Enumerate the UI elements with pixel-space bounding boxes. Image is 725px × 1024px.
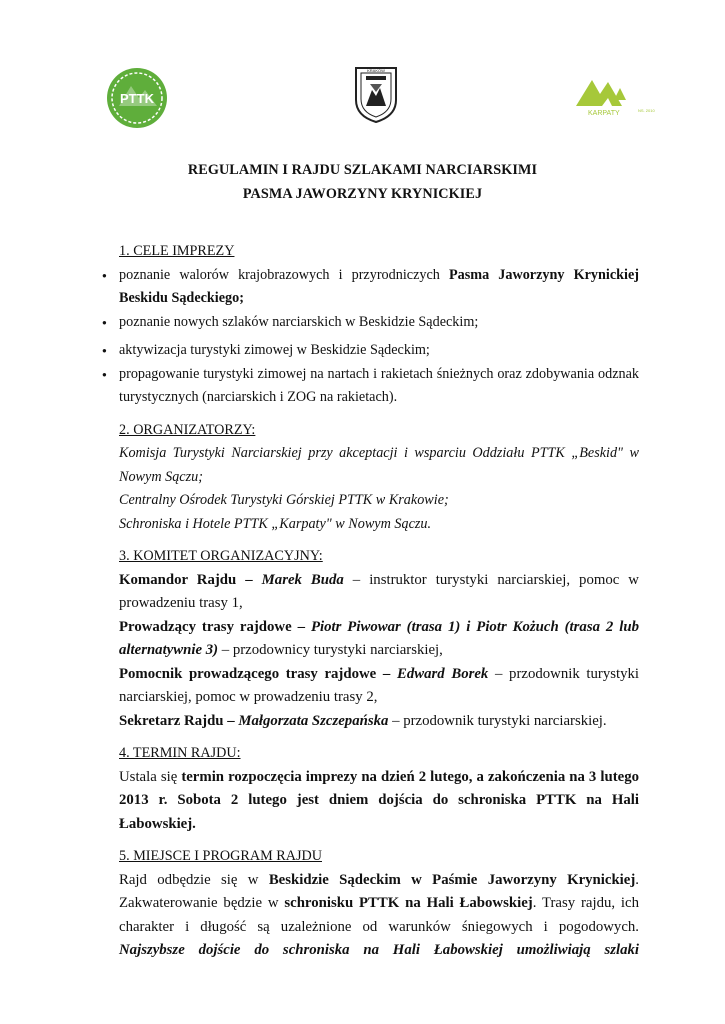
committee-member: Sekretarz Rajdu – Małgorzata Szczepańska – przodownik turystyki narciarskiej. — [119, 712, 607, 729]
goals-list — [119, 264, 639, 410]
svg-text:PTTK: PTTK — [120, 91, 154, 106]
list-item: ● poznanie walorów krajobrazowych i przyrodniczych Pasma Jaworzyny Krynickiej Beskidu Sądeckiego; — [119, 264, 639, 311]
event-dates: Ustala się termin rozpoczęcia imprezy na dzień 2 lutego, a zakończenia na 3 lutego 2013 r. Sobota 2 lutego jest dniem dojścia do schroniska PTTK na Hali Łabowskiej. — [119, 768, 639, 832]
committee-member: Pomocnik prowadzącego trasy rajdowe – Edward Borek – przodownik turystyki narciarskiej, pomoc w prowadzeniu trasy 2, — [119, 665, 639, 705]
krakow-emblem — [352, 62, 400, 124]
logo-bar — [0, 60, 725, 130]
svg-text:KRAKÓW: KRAKÓW — [367, 68, 385, 73]
committee-member: Prowadzący trasy rajdowe – Piotr Piwowar (trasa 1) i Piotr Kożuch (trasa 2 lub alternatywnie 3) – przodownicy turystyki narciarskiej, — [119, 618, 639, 658]
organizer-2: Centralny Ośrodek Turystyki Górskiej PTTK w Krakowie; — [119, 492, 449, 508]
karpaty-logo — [574, 72, 664, 120]
document-title-line-1: REGULAMIN I RAJDU SZLAKAMI NARCIARSKIMI — [187, 162, 538, 178]
section-5-heading: 5. MIEJSCE I PROGRAM RAJDU — [119, 848, 322, 864]
section-4-heading: 4. TERMIN RAJDU: — [119, 745, 241, 761]
section-3-heading: 3. KOMITET ORGANIZACYJNY: — [119, 548, 323, 564]
svg-text:NS. 2010: NS. 2010 — [638, 108, 655, 113]
section-2-heading: 2. ORGANIZATORZY: — [119, 421, 256, 438]
svg-text:KARPATY: KARPATY — [588, 110, 620, 117]
list-item: ● aktywizacja turystyki zimowej w Beskidzie Sądeckim; — [119, 339, 639, 363]
document-body — [119, 240, 639, 963]
pttk-logo — [105, 66, 169, 130]
organizer-3: Schroniska i Hotele PTTK „Karpaty" w Nowym Sączu. — [119, 515, 432, 532]
committee-member: Komandor Rajdu – Marek Buda – instruktor turystyki narciarskiej, pomoc w prowadzeniu trasy 1, — [119, 571, 639, 611]
section-1-heading: 1. CELE IMPREZY — [119, 243, 235, 259]
list-item: ● propagowanie turystyki zimowej na nartach i rakietach śnieżnych oraz zdobywania odznak turystycznych (narciarskich i ZOG na rakietach). — [119, 363, 639, 410]
list-item: ● poznanie nowych szlaków narciarskich w Beskidzie Sądeckim; — [119, 311, 639, 335]
document-title-line-2: PASMA JAWORZYNY KRYNICKIEJ — [242, 186, 483, 202]
location-program: Rajd odbędzie się w Beskidzie Sądeckim w Paśmie Jaworzyny Krynickiej. Zakwaterowanie będzie w schronisku PTTK na Hali Łabowskiej. Trasy rajdu, ich charakter i długość są uzależnione od warunków śniegowych i pogodowych. Najszybsze dojście do schroniska na Hali Łabowskiej umożliwiają szlaki — [119, 871, 639, 958]
organizer-1: Komisja Turystyki Narciarskiej przy akceptacji i wsparciu Oddziału PTTK „Beskid" w Nowym Sączu; — [119, 445, 639, 485]
